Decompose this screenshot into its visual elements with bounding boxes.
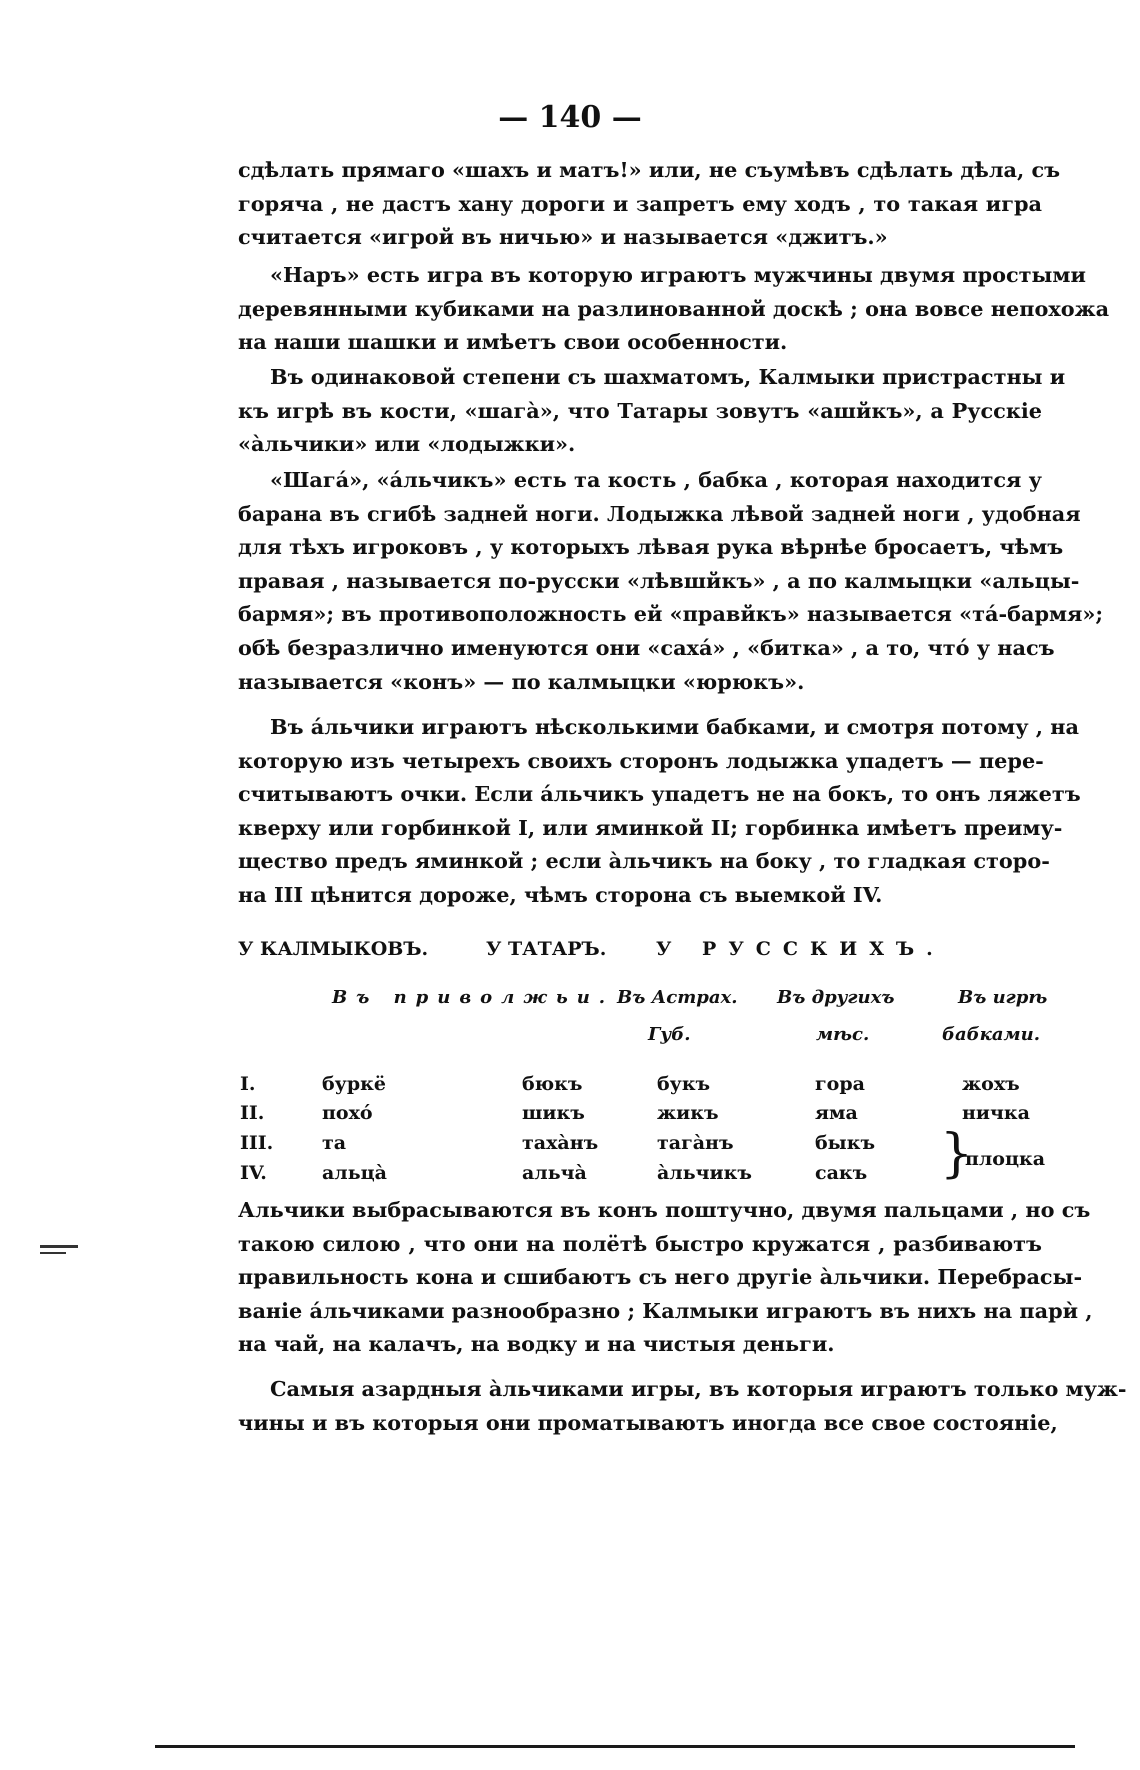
subheader-game-babki: бабками. — [942, 1024, 1040, 1045]
cell-kalmyk: альцà — [322, 1162, 387, 1184]
text-line: такою силою , что они на полётѣ быстро кружатся , разбиваютъ — [238, 1230, 1042, 1256]
text-line: Въ одинаковой степени съ шахматомъ, Калмыки пристрастны и — [270, 364, 1066, 389]
text-line: щество предъ яминкой ; если àльчикъ на боку , то гладкая сторо- — [238, 848, 1050, 874]
brace-glyph: } — [940, 1124, 974, 1184]
text-line: считается «игрой въ ничью» и называется «джитъ.» — [238, 224, 888, 250]
cell-tatar: тахàнъ — [522, 1132, 599, 1154]
text-line: «àльчики» или «лодыжки». — [238, 431, 576, 457]
cell-other: яма — [815, 1102, 858, 1124]
text-line: деревянными кубиками на разлинованной доскѣ ; она вовсе непохожа — [238, 295, 1110, 321]
text-line: Самыя азардныя àльчиками игры, въ которыя играютъ только муж- — [270, 1376, 1127, 1401]
text-line: Въ áльчики играютъ нѣсколькими бабками, и смотря потому , на — [270, 714, 1079, 739]
text-line: на наши шашки и имѣетъ свои особенности. — [238, 329, 788, 355]
text-line: правая , называется по-русски «лѣвшйкъ» , а по калмыцки «альцы- — [238, 567, 1080, 593]
scan-mark — [40, 1252, 66, 1254]
header-russians: У РУССКИХЪ. — [656, 938, 945, 960]
cell-other: гора — [815, 1073, 865, 1095]
text-line: которую изъ четырехъ своихъ сторонъ лодыжка упадетъ — пере- — [238, 747, 1044, 773]
cell-volga: жикъ — [657, 1102, 719, 1124]
text-line: ваніе áльчиками разнообразно ; Калмыки играютъ въ нихъ на парѝ , — [238, 1297, 1093, 1323]
paragraph-3 — [238, 360, 1066, 461]
subheader-other: Въ другихъ — [777, 987, 895, 1008]
cell-game: жохъ — [962, 1073, 1020, 1095]
paragraph-5 — [238, 710, 1081, 912]
text-line: «Шагá», «áльчикъ» есть та кость , бабка , которая находится у — [270, 467, 1042, 492]
row-number: I. — [240, 1073, 256, 1095]
cell-kalmyk: буркё — [322, 1073, 386, 1095]
text-line: называется «конъ» — по калмыцки «юрюкъ». — [238, 668, 805, 694]
cell-volga: àльчикъ — [657, 1162, 752, 1184]
row-number: IV. — [240, 1162, 267, 1184]
cell-kalmyk: та — [322, 1132, 347, 1154]
header-kalmyks: У КАЛМЫКОВЪ. — [238, 938, 429, 960]
cell-volga: букъ — [657, 1073, 711, 1095]
row-number: II. — [240, 1102, 265, 1124]
text-line: къ игрѣ въ кости, «шагà», что Татары зовутъ «ашйкъ», а Русскіе — [238, 397, 1042, 423]
paragraph-4 — [238, 463, 1104, 698]
cell-volga: тагàнъ — [657, 1132, 734, 1154]
text-line: барана въ сгибѣ задней ноги. Лодыжка лѣвой задней ноги , удобная — [238, 500, 1081, 526]
cell-kalmyk: похó — [322, 1102, 373, 1124]
cell-other: сакъ — [815, 1162, 868, 1184]
text-line: кверху или горбинкой I, или яминкой II; горбинка имѣетъ преиму- — [238, 814, 1063, 840]
text-line: обѣ безразлично именуются они «сахá» , «битка» , а то, чтó у насъ — [238, 634, 1055, 660]
cell-tatar: альчà — [522, 1162, 587, 1184]
subheader-volga: Въ приволжьи. — [332, 987, 615, 1008]
text-line: горяча , не дастъ хану дороги и запретъ ему ходъ , то такая игра — [238, 190, 1042, 216]
subheader-other-mes: мѣс. — [816, 1024, 870, 1045]
scan-mark — [40, 1245, 78, 1248]
text-line: бармя»; въ противоположность ей «правйкъ» называется «тá-бармя»; — [238, 601, 1104, 627]
cell-other: быкъ — [815, 1132, 876, 1154]
text-line: «Наръ» есть игра въ которую играютъ мужчины двумя простыми — [270, 262, 1086, 287]
text-line: Альчики выбрасываются въ конъ поштучно, двумя пальцами , но съ — [238, 1197, 1091, 1222]
text-line: считываютъ очки. Если áльчикъ упадетъ не на бокъ, то онъ ляжетъ — [238, 781, 1081, 807]
text-line: для тѣхъ игроковъ , у которыхъ лѣвая рука вѣрнѣе бросаетъ, чѣмъ — [238, 534, 1064, 560]
page-number: — 140 — — [498, 100, 642, 135]
text-line: на III цѣнится дороже, чѣмъ сторона съ выемкой IV. — [238, 881, 883, 907]
paragraph-6 — [238, 1193, 1093, 1361]
text-line: чины и въ которыя они проматываютъ иногда все свое состояніе, — [238, 1409, 1058, 1435]
cell-game: ничка — [962, 1102, 1030, 1124]
paragraph-7 — [238, 1372, 1127, 1439]
text-line: сдѣлать прямаго «шахъ и матъ!» или, не съумѣвъ сдѣлать дѣла, съ — [238, 157, 1061, 182]
cell-tatar: бюкъ — [522, 1073, 583, 1095]
text-line: на чай, на калачъ, на водку и на чистыя деньги. — [238, 1331, 835, 1357]
subheader-astrakhan: Въ Астрах. — [617, 987, 738, 1008]
paragraph-2 — [238, 258, 1110, 359]
header-tatars: У ТАТАРЪ. — [486, 938, 607, 960]
subheader-astrakhan-gub: Губ. — [648, 1024, 691, 1045]
row-number: III. — [240, 1132, 274, 1154]
bottom-rule — [155, 1745, 1075, 1748]
subheader-game: Въ игрѣ — [958, 987, 1048, 1008]
cell-tatar: шикъ — [522, 1102, 585, 1124]
merged-cell-game: плоцка — [965, 1148, 1046, 1170]
text-line: правильность кона и сшибаютъ съ него другіе àльчики. Перебрасы- — [238, 1264, 1083, 1290]
paragraph-1 — [238, 153, 1061, 254]
